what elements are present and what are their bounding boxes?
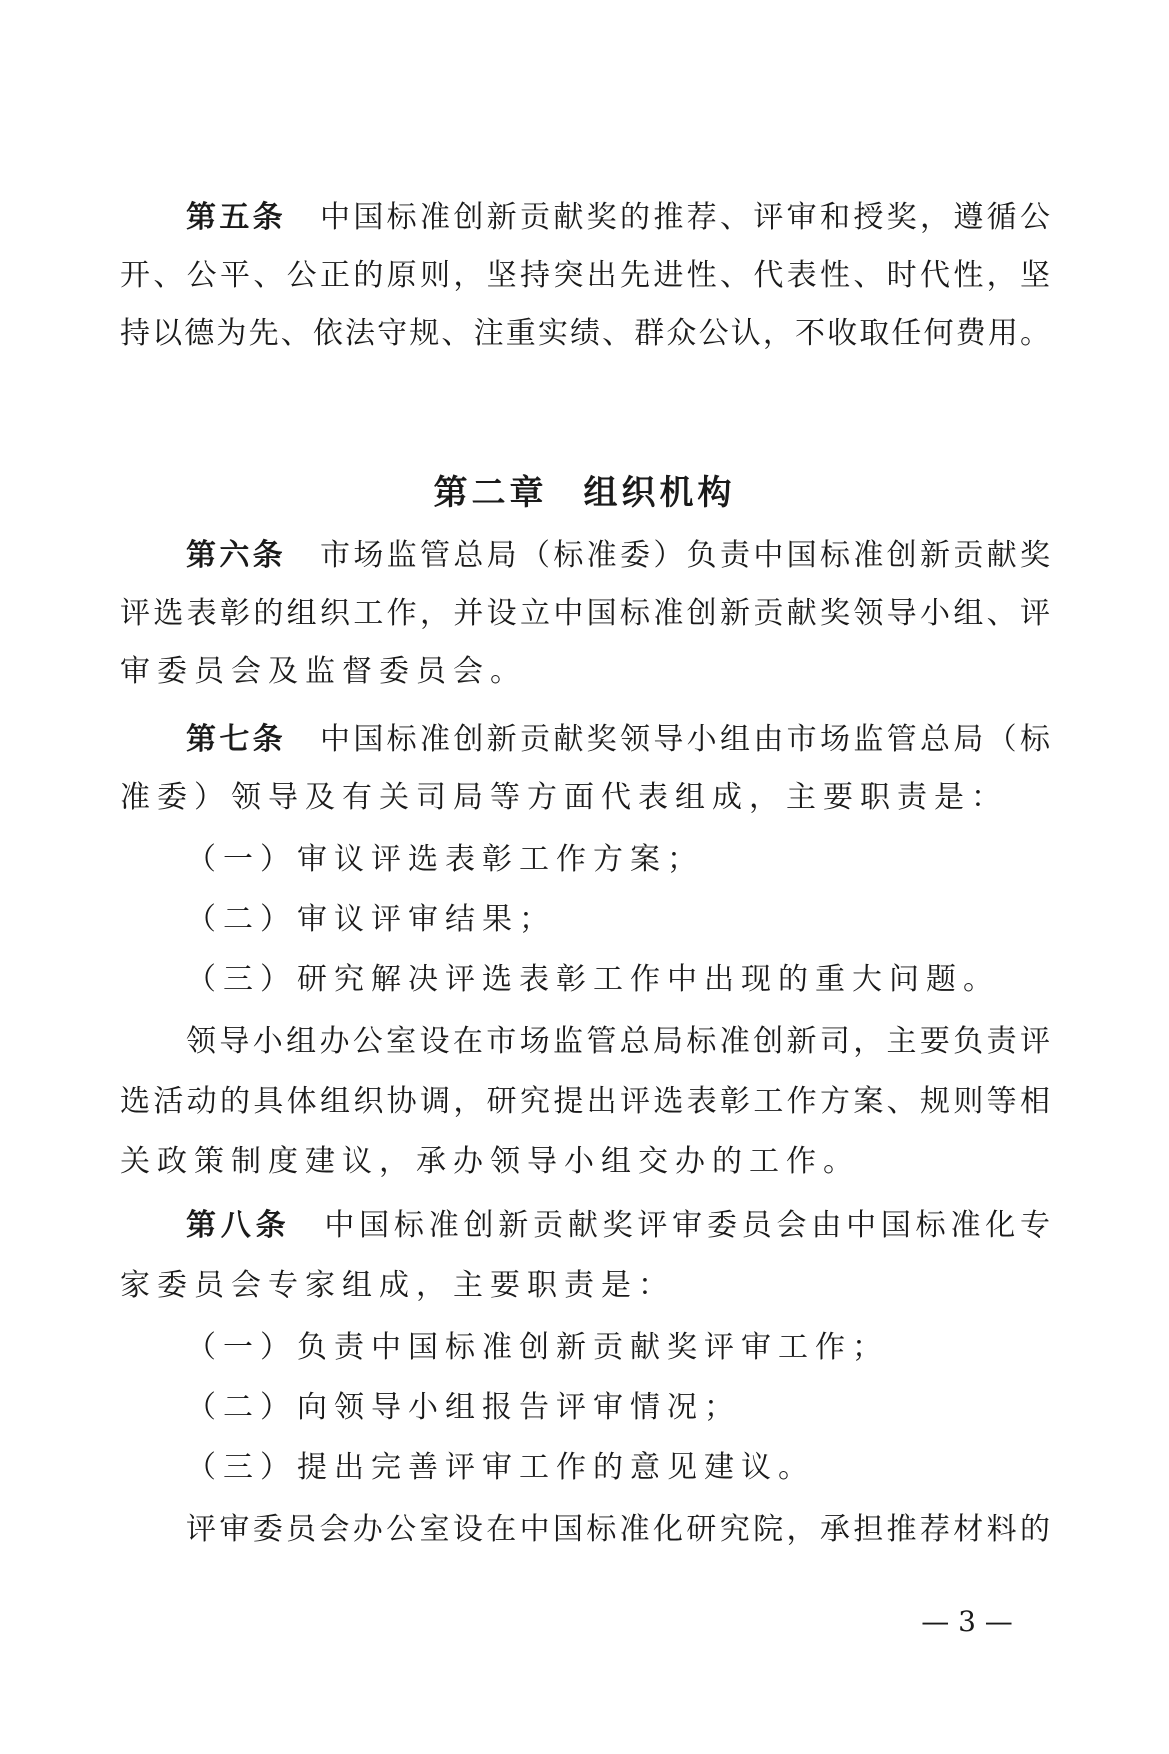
article8-item-3: （三）提出完善评审工作的意见建议。 [186,1450,815,1485]
article7-text1: 中国标准创新贡献奖领导小组由市场监管总局（标 [320,722,1050,757]
article6-line2: 评选表彰的组织工作，并设立中国标准创新贡献奖领导小组、评 [120,596,1050,631]
article5-label: 第五条 [186,200,286,235]
article8-item-1: （一）负责中国标准创新贡献奖评审工作； [186,1330,889,1365]
article5-line1 [186,196,1050,240]
article7-office-line1: 领导小组办公室设在市场监管总局标准创新司，主要负责评 [186,1024,1050,1059]
page-number: — 3 — [921,1605,1013,1638]
article7-office-line2: 选活动的具体组织协调，研究提出评选表彰工作方案、规则等相 [120,1084,1050,1119]
chapter-heading [0,468,1169,518]
article7-line1 [186,718,1050,762]
article6-line1 [186,534,1050,578]
article8-label: 第八条 [186,1208,291,1243]
article6-text1: 市场监管总局（标准委）负责中国标准创新贡献奖 [320,538,1050,573]
article6-line3: 审委员会及监督委员会。 [120,654,527,689]
chapter-number: 第二章 [433,473,548,513]
article7-label: 第七条 [186,722,286,757]
article7-office-line3: 关政策制度建议，承办领导小组交办的工作。 [120,1144,860,1179]
article8-line1 [186,1204,1050,1248]
chapter-title: 组织机构 [583,473,736,513]
article8-line2: 家委员会专家组成，主要职责是： [120,1268,675,1303]
article7-item-3: （三）研究解决评选表彰工作中出现的重大问题。 [186,962,1000,997]
article7-item-1: （一）审议评选表彰工作方案； [186,842,704,877]
article5-line3: 持以德为先、依法守规、注重实绩、群众公认，不收取任何费用。 [120,316,1050,351]
article7-item-2: （二）审议评审结果； [186,902,556,937]
article8-office-line1: 评审委员会办公室设在中国标准化研究院，承担推荐材料的 [186,1512,1050,1547]
article8-text1: 中国标准创新贡献奖评审委员会由中国标准化专 [324,1208,1050,1243]
article7-line2: 准委）领导及有关司局等方面代表组成，主要职责是： [120,780,1008,815]
article6-label: 第六条 [186,538,286,573]
article5-text1: 中国标准创新贡献奖的推荐、评审和授奖，遵循公 [320,200,1050,235]
article8-item-2: （二）向领导小组报告评审情况； [186,1390,741,1425]
article5-line2: 开、公平、公正的原则，坚持突出先进性、代表性、时代性，坚 [120,258,1050,293]
